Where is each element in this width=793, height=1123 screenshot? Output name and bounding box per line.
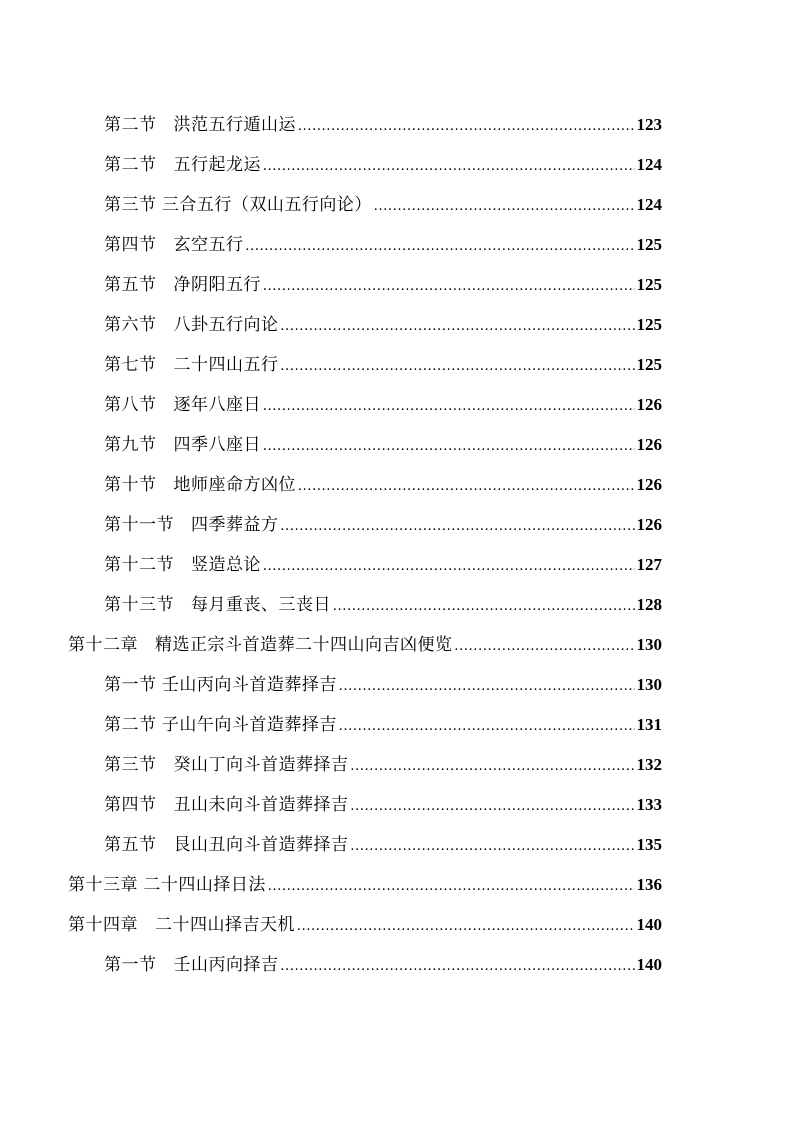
toc-entry-page-number: 126 — [636, 475, 662, 494]
toc-leader-dots — [351, 786, 635, 826]
toc-entry-gap — [174, 585, 191, 625]
toc-entry-row — [104, 745, 662, 786]
toc-entry-gap — [138, 625, 155, 665]
toc-entry-label: 第十四章 — [68, 915, 138, 935]
toc-entry-title: 洪范五行遁山运 — [173, 115, 296, 135]
toc-entry-label: 第六节 — [104, 315, 157, 335]
toc-leader-dots — [339, 666, 635, 706]
toc-entry-title: 艮山丑向斗首造葬择吉 — [173, 835, 349, 855]
toc-entry-label: 第十三节 — [104, 595, 174, 615]
toc-entry-title: 四季葬益方 — [191, 515, 279, 535]
toc-section-entry[interactable] — [0, 465, 793, 505]
toc-entry-label: 第二节 — [104, 715, 157, 735]
toc-entry-gap — [138, 905, 155, 945]
toc-leader-dots — [263, 426, 635, 466]
toc-leader-dots — [268, 866, 635, 906]
toc-entry-page-number: 126 — [636, 515, 662, 534]
toc-section-entry[interactable] — [0, 705, 793, 745]
toc-leader-dots — [298, 466, 635, 506]
toc-entry-title: 壬山丙向择吉 — [173, 955, 279, 975]
toc-entry-row — [68, 865, 662, 906]
toc-leader-dots — [281, 946, 635, 986]
toc-entry-gap — [157, 105, 174, 145]
toc-section-entry[interactable] — [0, 665, 793, 705]
toc-entry-label: 第十二节 — [104, 555, 174, 575]
toc-entry-row — [104, 185, 662, 226]
toc-entry-page-number: 130 — [636, 675, 662, 694]
toc-entry-page-number: 125 — [636, 315, 662, 334]
toc-leader-dots — [351, 746, 635, 786]
toc-entry-title: 竖造总论 — [191, 555, 261, 575]
toc-entry-label: 第四节 — [104, 795, 157, 815]
toc-section-entry[interactable] — [0, 265, 793, 305]
toc-entry-page-number: 125 — [636, 235, 662, 254]
toc-leader-dots — [298, 106, 635, 146]
toc-section-entry[interactable] — [0, 305, 793, 345]
toc-entry-label: 第五节 — [104, 275, 157, 295]
toc-entry-gap — [157, 145, 174, 185]
toc-section-entry[interactable] — [0, 785, 793, 825]
toc-entry-row — [104, 145, 662, 186]
toc-entry-title: 四季八座日 — [173, 435, 261, 455]
toc-entry-gap — [157, 305, 174, 345]
toc-entry-row — [104, 945, 662, 986]
toc-entry-row — [68, 625, 662, 666]
toc-leader-dots — [297, 906, 635, 946]
toc-entry-page-number: 130 — [636, 635, 662, 654]
toc-leader-dots — [246, 226, 635, 266]
toc-entry-gap — [157, 225, 174, 265]
toc-entry-label: 第二节 — [104, 155, 157, 175]
toc-entry-row — [104, 345, 662, 386]
toc-entry-gap — [174, 505, 191, 545]
toc-entry-title: 八卦五行向论 — [173, 315, 279, 335]
toc-entry-row — [104, 385, 662, 426]
toc-entry-row — [104, 585, 662, 626]
toc-entry-row — [104, 545, 662, 586]
toc-entry-title: 子山午向斗首造葬择吉 — [161, 715, 337, 735]
toc-entry-gap — [157, 425, 174, 465]
toc-entry-gap — [157, 945, 174, 985]
toc-entry-title: 三合五行（双山五行向论） — [161, 195, 372, 215]
toc-entry-gap — [157, 465, 174, 505]
toc-leader-dots — [263, 546, 635, 586]
toc-entry-label: 第五节 — [104, 835, 157, 855]
toc-entry-title: 丑山未向斗首造葬择吉 — [173, 795, 349, 815]
toc-chapter-entry[interactable] — [0, 625, 793, 665]
toc-entry-gap — [157, 785, 174, 825]
toc-entry-gap — [157, 745, 174, 785]
toc-entry-label: 第九节 — [104, 435, 157, 455]
toc-entry-gap — [157, 385, 174, 425]
toc-entry-row — [68, 905, 662, 946]
toc-section-entry[interactable] — [0, 585, 793, 625]
toc-entry-title: 净阴阳五行 — [173, 275, 261, 295]
toc-entry-label: 第十三章 — [68, 875, 138, 895]
toc-section-entry[interactable] — [0, 105, 793, 145]
toc-entry-row — [104, 265, 662, 306]
toc-entry-page-number: 135 — [636, 835, 662, 854]
toc-entry-title: 五行起龙运 — [173, 155, 261, 175]
toc-section-entry[interactable] — [0, 145, 793, 185]
toc-entry-page-number: 124 — [636, 195, 662, 214]
toc-entry-row — [104, 785, 662, 826]
toc-entry-label: 第三节 — [104, 755, 157, 775]
toc-entry-label: 第二节 — [104, 115, 157, 135]
toc-entry-gap — [157, 345, 174, 385]
toc-entry-label: 第七节 — [104, 355, 157, 375]
toc-entry-title: 壬山丙向斗首造葬择吉 — [161, 675, 337, 695]
toc-entry-title: 每月重丧、三丧日 — [191, 595, 331, 615]
toc-entry-title: 二十四山择吉天机 — [155, 915, 295, 935]
toc-leader-dots — [351, 826, 635, 866]
toc-chapter-entry[interactable] — [0, 905, 793, 945]
toc-entry-gap — [157, 825, 174, 865]
toc-section-entry[interactable] — [0, 345, 793, 385]
toc-section-entry[interactable] — [0, 945, 793, 985]
toc-entry-page-number: 132 — [636, 755, 662, 774]
toc-entry-title: 二十四山择日法 — [143, 875, 266, 895]
toc-leader-dots — [281, 306, 635, 346]
toc-leader-dots — [339, 706, 635, 746]
toc-entry-row — [104, 225, 662, 266]
toc-entry-page-number: 126 — [636, 395, 662, 414]
toc-entry-page-number: 136 — [636, 875, 662, 894]
toc-entry-title: 癸山丁向斗首造葬择吉 — [173, 755, 349, 775]
toc-entry-title: 二十四山五行 — [173, 355, 279, 375]
toc-entry-label: 第三节 — [104, 195, 157, 215]
toc-entry-label: 第八节 — [104, 395, 157, 415]
toc-entry-label: 第十二章 — [68, 635, 138, 655]
toc-entry-label: 第一节 — [104, 675, 157, 695]
toc-entry-row — [104, 105, 662, 146]
toc-entry-page-number: 126 — [636, 435, 662, 454]
toc-entry-row — [104, 825, 662, 866]
toc-section-entry[interactable] — [0, 505, 793, 545]
toc-entry-row — [104, 465, 662, 506]
toc-entry-page-number: 125 — [636, 275, 662, 294]
toc-entry-page-number: 125 — [636, 355, 662, 374]
toc-entry-row — [104, 425, 662, 466]
toc-entry-page-number: 133 — [636, 795, 662, 814]
toc-leader-dots — [281, 506, 635, 546]
toc-entry-page-number: 140 — [636, 915, 662, 934]
toc-leader-dots — [374, 186, 635, 226]
toc-entry-label: 第十一节 — [104, 515, 174, 535]
toc-entry-gap — [157, 265, 174, 305]
toc-leader-dots — [333, 586, 635, 626]
toc-entry-title: 逐年八座日 — [173, 395, 261, 415]
toc-entry-page-number: 128 — [636, 595, 662, 614]
toc-section-entry[interactable] — [0, 385, 793, 425]
toc-entry-label: 第四节 — [104, 235, 157, 255]
toc-entry-page-number: 127 — [636, 555, 662, 574]
toc-entry-page-number: 131 — [636, 715, 662, 734]
toc-entry-page-number: 140 — [636, 955, 662, 974]
toc-leader-dots — [263, 386, 635, 426]
toc-section-entry[interactable] — [0, 745, 793, 785]
toc-entry-title: 地师座命方凶位 — [173, 475, 296, 495]
toc-leader-dots — [281, 346, 635, 386]
toc-chapter-entry[interactable] — [0, 865, 793, 905]
toc-section-entry[interactable] — [0, 225, 793, 265]
toc-leader-dots — [263, 266, 635, 306]
toc-leader-dots — [455, 626, 635, 666]
toc-entry-page-number: 123 — [636, 115, 662, 134]
toc-section-entry[interactable] — [0, 425, 793, 465]
toc-entry-title: 玄空五行 — [173, 235, 244, 255]
toc-section-entry[interactable] — [0, 185, 793, 225]
toc-entry-title: 精选正宗斗首造葬二十四山向吉凶便览 — [155, 635, 453, 655]
toc-entry-row — [104, 305, 662, 346]
toc-leader-dots — [263, 146, 635, 186]
toc-entry-row — [104, 705, 662, 746]
table-of-contents — [0, 105, 793, 985]
toc-entry-page-number: 124 — [636, 155, 662, 174]
toc-entry-label: 第一节 — [104, 955, 157, 975]
toc-section-entry[interactable] — [0, 545, 793, 585]
toc-entry-label: 第十节 — [104, 475, 157, 495]
toc-section-entry[interactable] — [0, 825, 793, 865]
toc-entry-row — [104, 505, 662, 546]
toc-entry-row — [104, 665, 662, 706]
toc-entry-gap — [174, 545, 191, 585]
